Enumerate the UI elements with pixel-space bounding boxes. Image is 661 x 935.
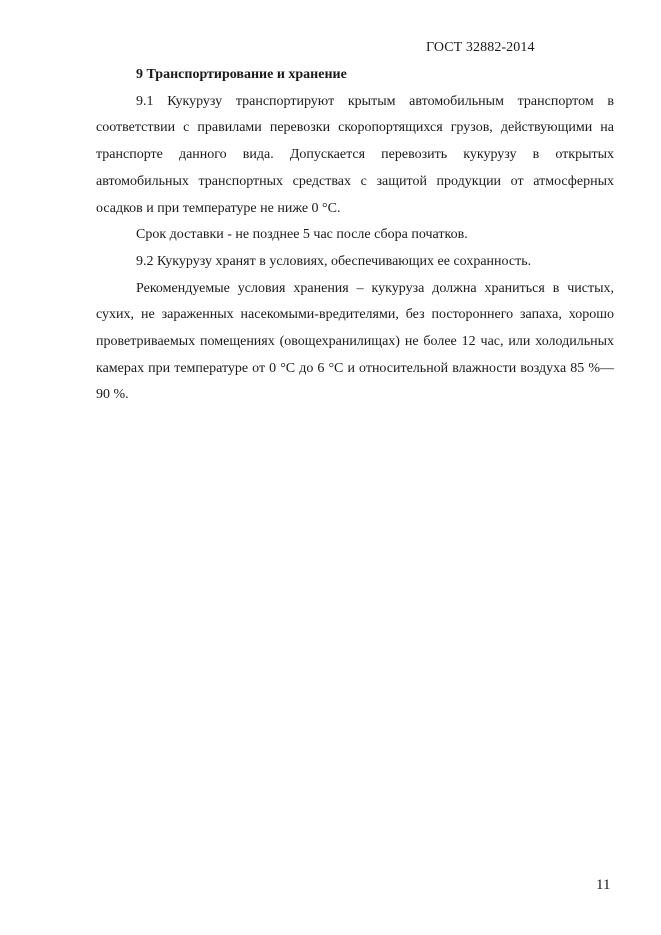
paragraph-delivery-time: Срок доставки - не позднее 5 час после сбора початков.: [136, 227, 468, 243]
paragraph-storage-conditions: 9.2 Кукурузу хранят в условиях, обеспечивающих ее сохранность.: [136, 253, 532, 269]
paragraph-transport-conditions: 9.1 Кукурузу транспортируют крытым автомобильным транспортом в соответствии с правилами перевозки скоропортящихся грузов, действующими на транспорте данного вида. Допускается перевозить кукурузу в открытых автомобильных транспортных средствах с защитой продукции от атмосферных осадков и при температуре не ниже 0 °С.: [96, 93, 614, 216]
section-heading: 9 Транспортирование и хранение: [136, 67, 347, 82]
page-number: 11: [596, 877, 611, 893]
section-content: [96, 62, 614, 409]
paragraph-recommended-storage: Рекомендуемые условия хранения – кукуруза должна храниться в чистых, сухих, не зараженных насекомыми-вредителями, без постороннего запаха, хорошо проветриваемых помещениях (овощехранилищах) не более 12 час, или холодильных камерах при температуре от 0 °С до 6 °С и относительной влажности воздуха 85 %—90 %.: [96, 280, 614, 403]
standard-code-header: ГОСТ 32882-2014: [426, 40, 535, 55]
